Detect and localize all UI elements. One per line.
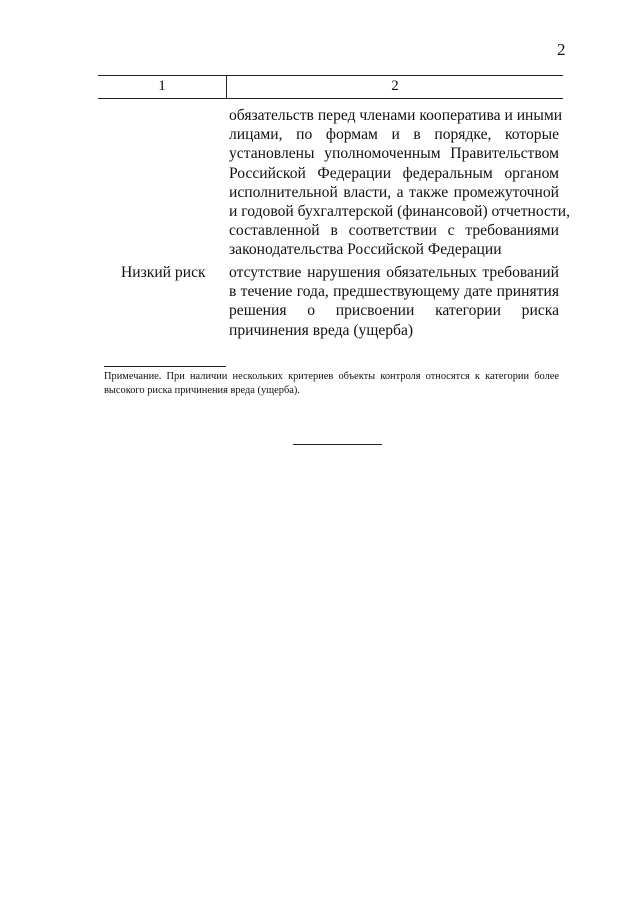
text-line: составленной в соответствии с требованиями bbox=[229, 222, 559, 240]
column-header-1: 1 bbox=[98, 76, 227, 98]
row1-criteria-text bbox=[229, 106, 571, 260]
note-line: высокого риска причинения вреда (ущерба). bbox=[104, 385, 300, 396]
text-line: решения о присвоении категории риска bbox=[229, 302, 559, 320]
footnote-note bbox=[104, 370, 559, 398]
page-number: 2 bbox=[557, 40, 566, 59]
text-line: в течение года, предшествующему дате принятия bbox=[229, 283, 559, 301]
end-divider bbox=[293, 444, 382, 445]
text-line: причинения вреда (ущерба) bbox=[229, 321, 414, 339]
text-line: законодательства Российской Федерации bbox=[229, 241, 502, 259]
text-line: установлены уполномоченным Правительством bbox=[229, 145, 559, 163]
table-header bbox=[98, 75, 563, 99]
row2-criteria-text bbox=[229, 263, 559, 340]
column-header-2: 2 bbox=[391, 78, 399, 94]
text-line: отсутствие нарушения обязательных требований bbox=[229, 264, 559, 281]
text-line: Российской Федерации федеральным органом bbox=[229, 164, 559, 182]
text-line: исполнительной власти, а также промежуточной bbox=[229, 183, 559, 201]
footnote-divider bbox=[104, 366, 226, 367]
text-line: и годовой бухгалтерской (финансовой) отчетности, bbox=[229, 203, 571, 221]
risk-category-label: Низкий риск bbox=[121, 264, 206, 281]
text-line: обязательств перед членами кооператива и иными bbox=[229, 107, 563, 124]
note-line: Примечание. При наличии нескольких критериев объекты контроля относятся к категории более bbox=[104, 371, 559, 382]
text-line: лицами, по формам и в порядке, которые bbox=[229, 126, 559, 144]
